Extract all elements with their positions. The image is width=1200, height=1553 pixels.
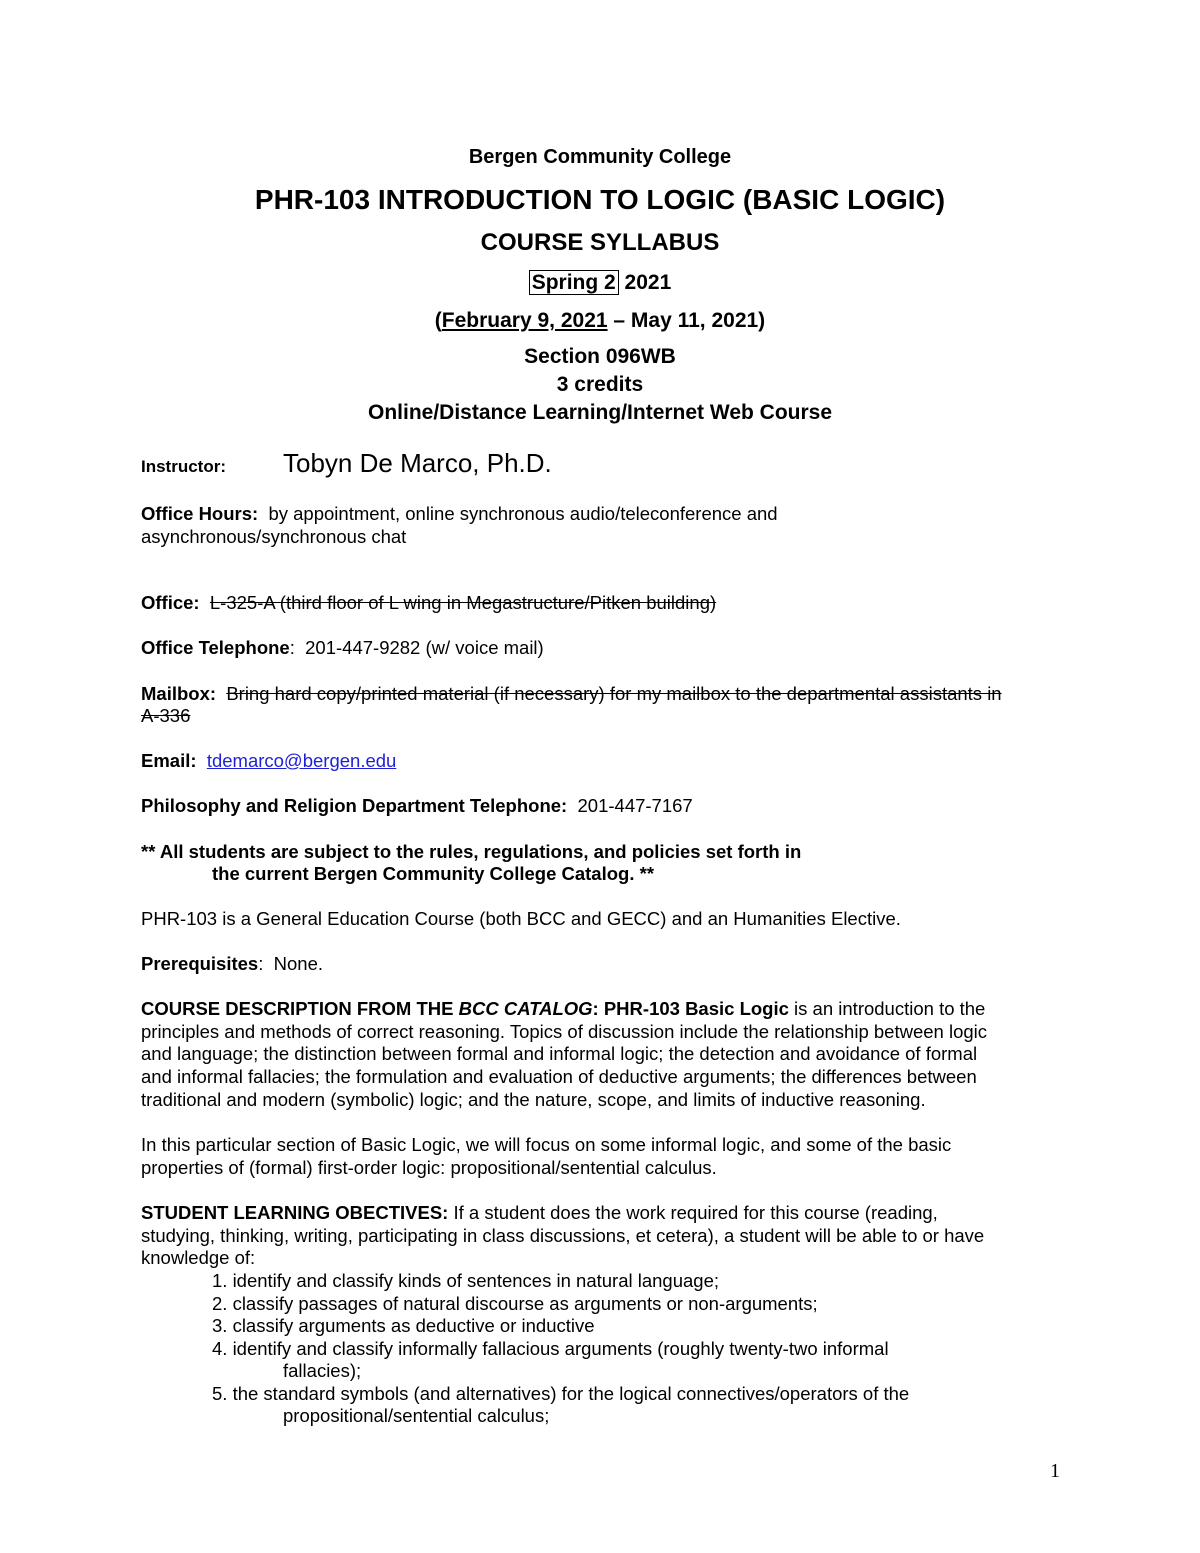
course-description [141,998,985,1020]
section-focus-line2: properties of (formal) first-order logic: propositional/sentential calculus. [141,1157,717,1178]
objective-item: 4. identify and classify informally fallacious arguments (roughly twenty-two informal [212,1338,889,1359]
document-type: COURSE SYLLABUS [480,229,720,256]
office-value: L-325-A (third floor of L wing in Megastructure/Pitken building) [209,592,717,613]
mailbox-label: Mailbox: [141,683,217,704]
course-description-label-b: : PHR-103 Basic Logic [592,998,789,1019]
instructor-label: Instructor: [141,457,226,476]
prerequisites-label: Prerequisites [141,953,259,974]
course-description-line: principles and methods of correct reasoning. Topics of discussion include the relationship between logic [141,1021,988,1042]
learning-objectives-line2: studying, thinking, writing, participating in class discussions, et cetera), a student will be able to or have [141,1225,985,1246]
objective-item-continuation: fallacies); [283,1360,362,1381]
course-format: Online/Distance Learning/Internet Web Course [367,401,833,424]
term-year: 2021 [618,271,672,294]
course-dates [0,309,1200,333]
course-description-line: and informal fallacies; the formulation and evaluation of deductive arguments; the differences between [141,1066,977,1087]
course-title: PHR-103 INTRODUCTION TO LOGIC (BASIC LOGIC) [254,184,946,215]
department-telephone [141,795,693,817]
college-name: Bergen Community College [468,146,732,168]
office-telephone-label: Office Telephone [141,637,290,658]
learning-objectives-line3: knowledge of: [141,1247,256,1268]
office-telephone-value: 201-447-9282 (w/ voice mail) [305,637,544,658]
office-label: Office: [141,592,200,613]
department-telephone-label: Philosophy and Religion Department Telephone: [141,795,568,816]
dates-rest: – May 11, 2021) [607,309,766,332]
learning-objectives-text: If a student does the work required for this course (reading, [448,1202,938,1223]
mailbox-value: Bring hard copy/printed material (if necessary) for my mailbox to the departmental assistants in [226,683,1002,704]
dates-start: February 9, 2021 [441,309,608,332]
objective-item: 1. identify and classify kinds of sentences in natural language; [212,1270,720,1291]
term [0,271,1200,295]
dates-open: ( [434,309,442,332]
office [141,592,716,614]
course-description-label-a: COURSE DESCRIPTION FROM THE [141,998,459,1019]
instructor-name: Tobyn De Marco, Ph.D. [283,448,552,478]
office-hours [141,503,778,525]
policy-notice-line1: ** All students are subject to the rules, regulations, and policies set forth in [141,841,802,862]
objective-item-continuation: propositional/sentential calculus; [283,1405,550,1426]
learning-objectives-intro [141,1202,938,1224]
objective-item: 3. classify arguments as deductive or inductive [212,1315,595,1336]
credits: 3 credits [556,373,644,396]
mailbox [141,683,1002,705]
policy-notice-line2: the current Bergen Community College Catalog. ** [212,863,655,884]
learning-objectives-label: STUDENT LEARNING OBECTIVES: [141,1202,449,1223]
general-education-note: PHR-103 is a General Education Course (both BCC and GECC) and an Humanities Elective. [141,908,901,929]
office-hours-line2: asynchronous/synchronous chat [141,526,407,547]
objective-item: 2. classify passages of natural discourse as arguments or non-arguments; [212,1293,818,1314]
office-hours-value: by appointment, online synchronous audio/teleconference and [268,503,778,524]
term-boxed: Spring 2 [529,270,619,295]
mailbox-line2: A-336 [141,705,191,726]
prerequisites-value: None. [273,953,324,974]
section-focus-line1: In this particular section of Basic Logic, we will focus on some informal logic, and some of the basic [141,1134,952,1155]
prerequisites-colon: : [258,953,264,974]
page-number: 1 [1050,1460,1060,1482]
email [141,750,396,772]
prerequisites [141,953,323,975]
course-description-line: traditional and modern (symbolic) logic; and the nature, scope, and limits of inductive reasoning. [141,1089,926,1110]
section: Section 096WB [524,345,676,368]
course-description-line: and language; the distinction between formal and informal logic; the detection and avoidance of formal [141,1043,978,1064]
course-description-catalog: BCC CATALOG [458,998,593,1019]
objective-item: 5. the standard symbols (and alternatives) for the logical connectives/operators of the [212,1383,910,1404]
office-telephone-colon: : [289,637,295,658]
office-hours-label: Office Hours: [141,503,259,524]
department-telephone-value: 201-447-7167 [577,795,693,816]
email-link[interactable]: tdemarco@bergen.edu [206,750,397,771]
email-label: Email: [141,750,197,771]
instructor-row [141,448,552,478]
course-description-text: is an introduction to the [788,998,986,1019]
office-telephone [141,637,544,659]
